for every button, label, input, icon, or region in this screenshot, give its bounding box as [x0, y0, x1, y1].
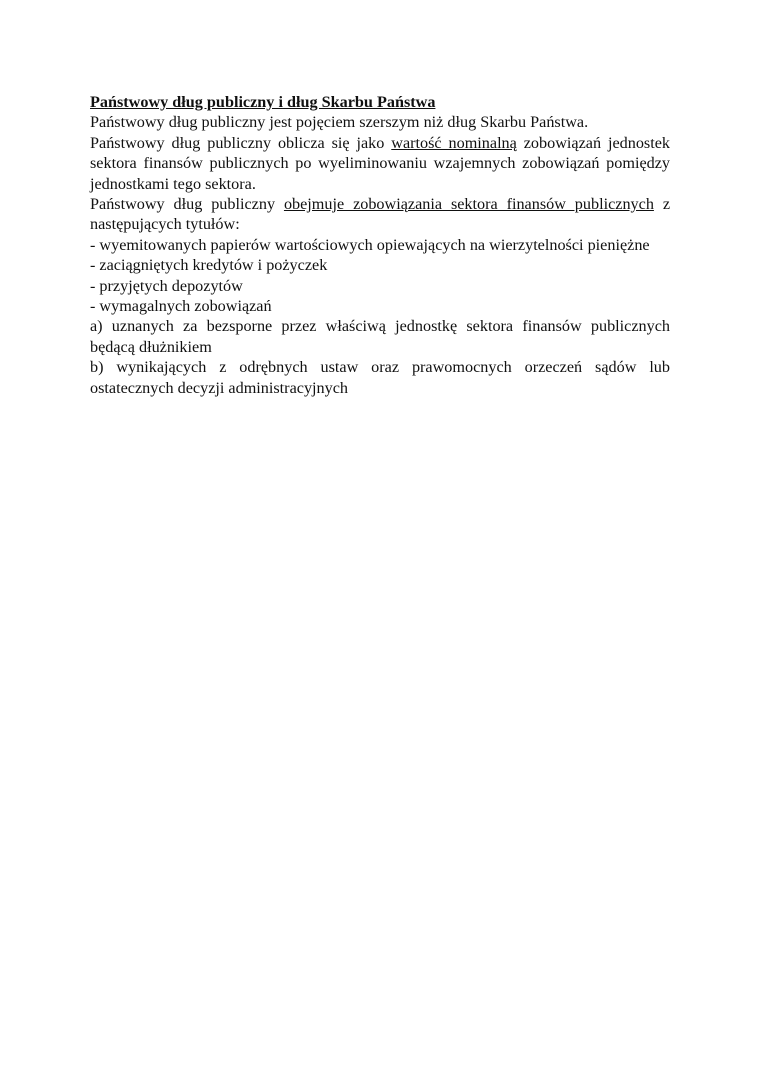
list-item: - zaciągniętych kredytów i pożyczek [90, 256, 328, 275]
sublist-item: a) uznanych za bezsporne przez właściwą jednostkę sektora finansów publicznych będącą dłużnikiem [90, 317, 670, 356]
document-body [90, 92, 670, 398]
scope-text-after: z następujących tytułów: [90, 195, 670, 234]
definition-text-before: Państwowy dług publiczny oblicza się jako [90, 133, 392, 152]
document-title: Państwowy dług publiczny i dług Skarbu Państwa [90, 93, 436, 111]
definition-text-after: zobowiązań jednostek sektora finansów publicznych po wyeliminowaniu wzajemnych zobowiązań pomiędzy jednostkami tego sektora. [90, 133, 670, 193]
scope-paragraph [90, 194, 670, 235]
list-item: - wymagalnych zobowiązań [90, 297, 272, 316]
list-item: - przyjętych depozytów [90, 276, 243, 295]
definition-underlined-text: wartość nominalną [391, 133, 517, 152]
scope-underlined-text: obejmuje zobowiązania sektora finansów publicznych [283, 195, 654, 214]
definition-paragraph [90, 133, 670, 194]
list-item: - wyemitowanych papierów wartościowych opiewających na wierzytelności pieniężne [90, 235, 650, 254]
scope-text-before: Państwowy dług publiczny [90, 195, 284, 214]
intro-paragraph: Państwowy dług publiczny jest pojęciem szerszym niż dług Skarbu Państwa. [90, 113, 589, 132]
sublist-item: b) wynikających z odrębnych ustaw oraz prawomocnych orzeczeń sądów lub ostatecznych decyzji administracyjnych [90, 358, 670, 397]
